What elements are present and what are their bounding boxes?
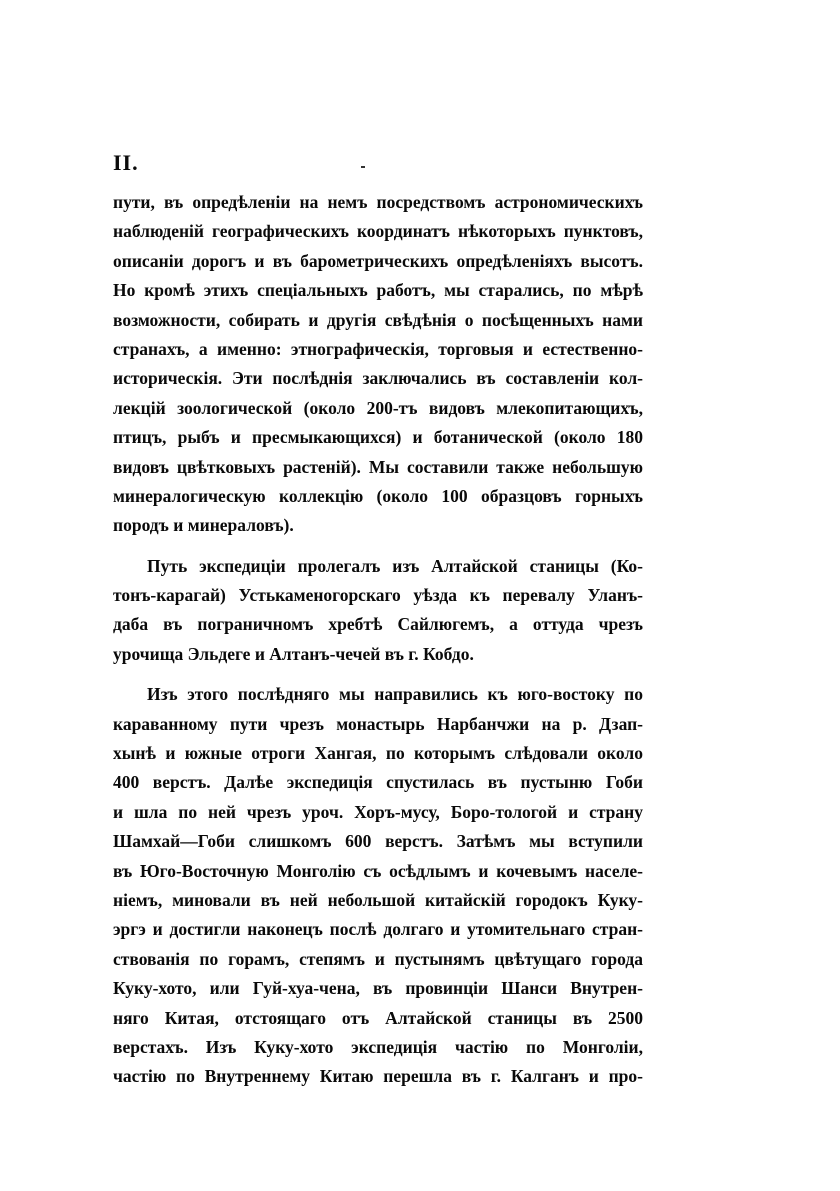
text-line: пути, въ опредѣленіи на немъ посредствомъ астрономическихъ [113, 192, 643, 212]
print-speck [361, 166, 365, 168]
text-line: няго Китая, отстоящаго отъ Алтайской станицы въ 2500 [113, 1007, 643, 1028]
text-line: частію по Внутреннему Китаю перешла въ г. Калганъ и про- [113, 1066, 643, 1087]
text-line: даба въ пограничномъ хребтѣ Сайлюгемъ, а оттуда чрезъ [113, 614, 643, 635]
text-line: Но кромѣ этихъ спеціальныхъ работъ, мы старались, по мѣрѣ [113, 280, 643, 301]
text-line: Путь экспедиціи пролегалъ изъ Алтайской станицы (Ко- [147, 555, 643, 576]
text-line: урочища Эльдеге и Алтанъ-чечей въ г. Кобдо. [113, 643, 474, 664]
text-line: и шла по ней чрезъ уроч. Хоръ-мусу, Боро-тологой и страну [113, 801, 643, 822]
paragraph [113, 552, 643, 670]
text-line: караванному пути чрезъ монастырь Нарбанчжи на р. Дзап- [113, 713, 643, 734]
text-line: птицъ, рыбъ и пресмыкающихся) и ботанической (около 180 [113, 427, 643, 448]
text-line: наблюденій географическихъ координатъ нѣкоторыхъ пунктовъ, [113, 221, 643, 242]
text-line: историческія. Эти послѣднія заключались въ составленіи кол- [113, 368, 643, 389]
page-number: II. [113, 150, 139, 175]
text-line: ніемъ, миновали въ ней небольшой китайскій городокъ Куку- [113, 889, 643, 910]
text-line: 400 верстъ. Далѣе экспедиція спустилась въ пустыню Гоби [113, 772, 643, 793]
text-line: странахъ, а именно: этнографическія, торговыя и естественно- [113, 338, 643, 359]
text-line: тонъ-карагай) Устькаменогорскаго уѣзда къ перевалу Уланъ- [113, 585, 643, 606]
text-line: ствованія по горамъ, степямъ и пустынямъ цвѣтущаго города [113, 948, 643, 969]
text-line: породъ и минераловъ). [113, 515, 294, 536]
text-line: минералогическую коллекцію (около 100 образцовъ горныхъ [113, 485, 643, 506]
text-line: описаніи дорогъ и въ барометрическихъ опредѣленіяхъ высотъ. [113, 250, 643, 271]
text-line: въ Юго-Восточную Монголію съ осѣдлымъ и кочевымъ населе- [113, 860, 643, 881]
text-line: верстахъ. Изъ Куку-хото экспедиція частію по Монголіи, [113, 1036, 643, 1057]
text-line: хынѣ и южные отроги Хангая, по которымъ слѣдовали около [113, 743, 643, 764]
text-line: Шамхай—Гоби слишкомъ 600 верстъ. Затѣмъ мы вступили [113, 831, 643, 852]
text-line: видовъ цвѣтковыхъ растеній). Мы составили также небольшую [113, 456, 643, 477]
text-line: эргэ и достигли наконецъ послѣ долгаго и утомительнаго стран- [113, 919, 643, 940]
paragraph [113, 188, 643, 541]
text-line: Куку-хото, или Гуй-хуа-чена, въ провинціи Шанси Внутрен- [113, 978, 643, 999]
text-line: возможности, собирать и другія свѣдѣнія о посѣщенныхъ нами [113, 309, 643, 330]
paragraph [113, 680, 643, 1091]
text-line: лекцій зоологической (около 200-тъ видовъ млекопитающихъ, [113, 397, 643, 418]
text-line: Изъ этого послѣдняго мы направились къ юго-востоку по [147, 684, 643, 705]
body-text [113, 188, 643, 1092]
